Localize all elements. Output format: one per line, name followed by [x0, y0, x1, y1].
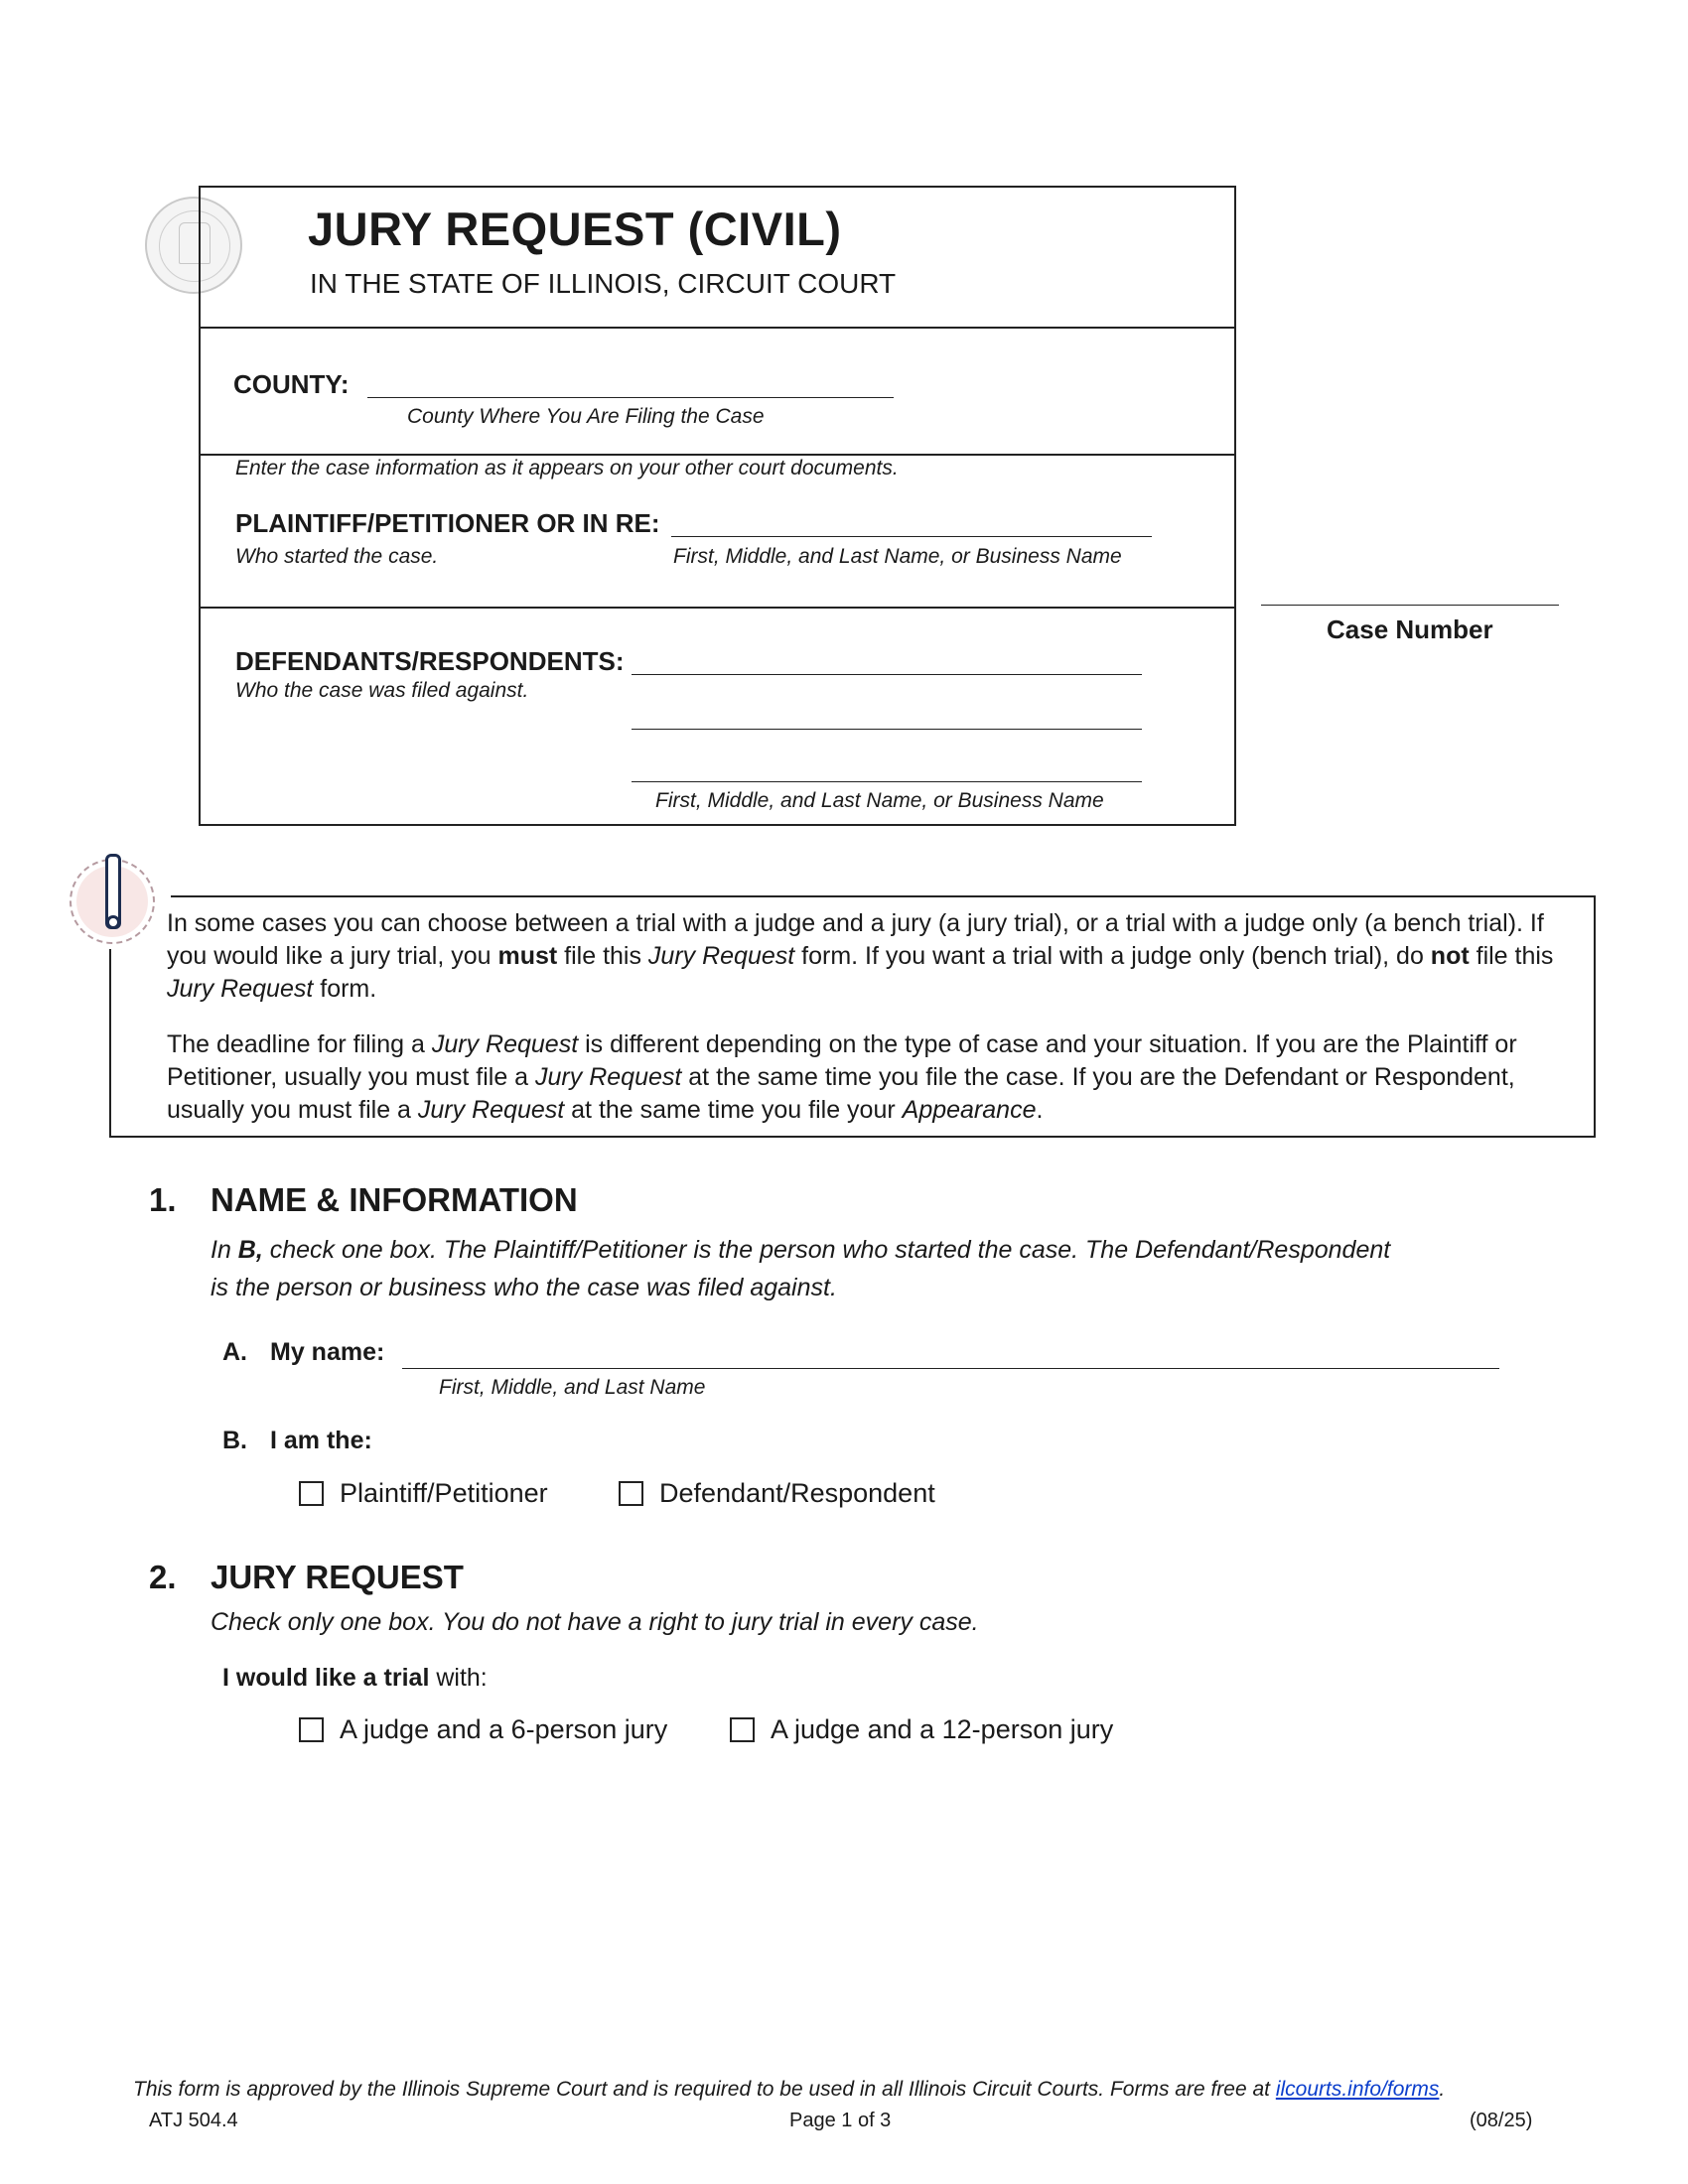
twelve-person-jury-checkbox[interactable] [730, 1717, 755, 1742]
defendant-name-field-2[interactable] [632, 729, 1142, 730]
i-am-the-label: I am the: [270, 1427, 372, 1454]
trial-prompt: I would like a trial with: [222, 1664, 488, 1692]
case-number-label: Case Number [1327, 614, 1493, 644]
attention-icon [66, 854, 171, 949]
county-hint: County Where You Are Filing the Case [407, 405, 765, 428]
plaintiff-petitioner-label: Plaintiff/Petitioner [340, 1478, 548, 1508]
item-b-letter: B. [222, 1427, 247, 1454]
defendant-respondent-label: Defendant/Respondent [659, 1478, 935, 1508]
page-number: Page 1 of 3 [789, 2110, 892, 2131]
section-1-instructions: In B, check one box. The Plaintiff/Petitioner is the person who started the case. The Defendant/Respondent is the person or business who the case was filed against. [211, 1236, 1391, 1301]
defendant-name-field-3[interactable] [632, 781, 1142, 782]
defendant-respondent-checkbox[interactable] [619, 1481, 643, 1506]
section-1-number: 1. [149, 1181, 177, 1218]
notice-paragraph-2: The deadline for filing a Jury Request is different depending on the type of case and your situation. If you are the Plaintiff or Petitioner, usually you must file a Jury Request at the same time you file the case. If you are the Defendant or Respondent, usually you must file a Jury Request at the same time you file your Appearance. [167, 1030, 1517, 1124]
my-name-field[interactable] [402, 1368, 1499, 1369]
my-name-label: My name: [270, 1338, 385, 1366]
case-number-field[interactable] [1261, 605, 1559, 606]
section-1-title: NAME & INFORMATION [211, 1181, 578, 1218]
plaintiff-name-hint: First, Middle, and Last Name, or Business Name [673, 545, 1122, 568]
section-2-number: 2. [149, 1559, 177, 1595]
form-subtitle: IN THE STATE OF ILLINOIS, CIRCUIT COURT [310, 268, 897, 299]
notice-paragraph-1: In some cases you can choose between a trial with a judge and a jury (a jury trial), or a trial with a judge only (a bench trial). If you would like a jury trial, you must file this Jury Request form. If you want a trial with a judge only (bench trial), do not file this Jury Request form. [167, 909, 1554, 1003]
defendants-hint: Who the case was filed against. [235, 679, 529, 702]
form-id: ATJ 504.4 [149, 2110, 238, 2131]
section-2-title: JURY REQUEST [211, 1559, 464, 1595]
twelve-person-jury-label: A judge and a 12-person jury [771, 1714, 1114, 1744]
item-a-letter: A. [222, 1338, 247, 1366]
six-person-jury-checkbox[interactable] [299, 1717, 324, 1742]
caption-instructions: Enter the case information as it appears on your other court documents. [235, 457, 899, 479]
defendants-name-hint: First, Middle, and Last Name, or Business Name [655, 789, 1104, 812]
county-field[interactable] [367, 397, 894, 398]
plaintiff-hint: Who started the case. [235, 545, 439, 568]
forms-link[interactable]: ilcourts.info/forms [1275, 2078, 1440, 2101]
plaintiff-petitioner-checkbox[interactable] [299, 1481, 324, 1506]
section-2-instructions: Check only one box. You do not have a right to jury trial in every case. [211, 1608, 979, 1636]
plaintiff-label: PLAINTIFF/PETITIONER OR IN RE: [235, 508, 660, 538]
defendants-label: DEFENDANTS/RESPONDENTS: [235, 646, 625, 676]
form-title: JURY REQUEST (CIVIL) [308, 203, 842, 255]
my-name-hint: First, Middle, and Last Name [439, 1376, 706, 1399]
defendant-name-field-1[interactable] [632, 674, 1142, 675]
county-label: COUNTY: [233, 369, 350, 399]
footer-approval: This form is approved by the Illinois Supreme Court and is required to be used in all Illinois Circuit Courts. Forms are free at ilcourts.info/forms. [133, 2078, 1446, 2101]
plaintiff-name-field[interactable] [671, 536, 1152, 537]
revision-date: (08/25) [1470, 2110, 1533, 2131]
case-caption-box [199, 186, 1236, 826]
six-person-jury-label: A judge and a 6-person jury [340, 1714, 668, 1744]
